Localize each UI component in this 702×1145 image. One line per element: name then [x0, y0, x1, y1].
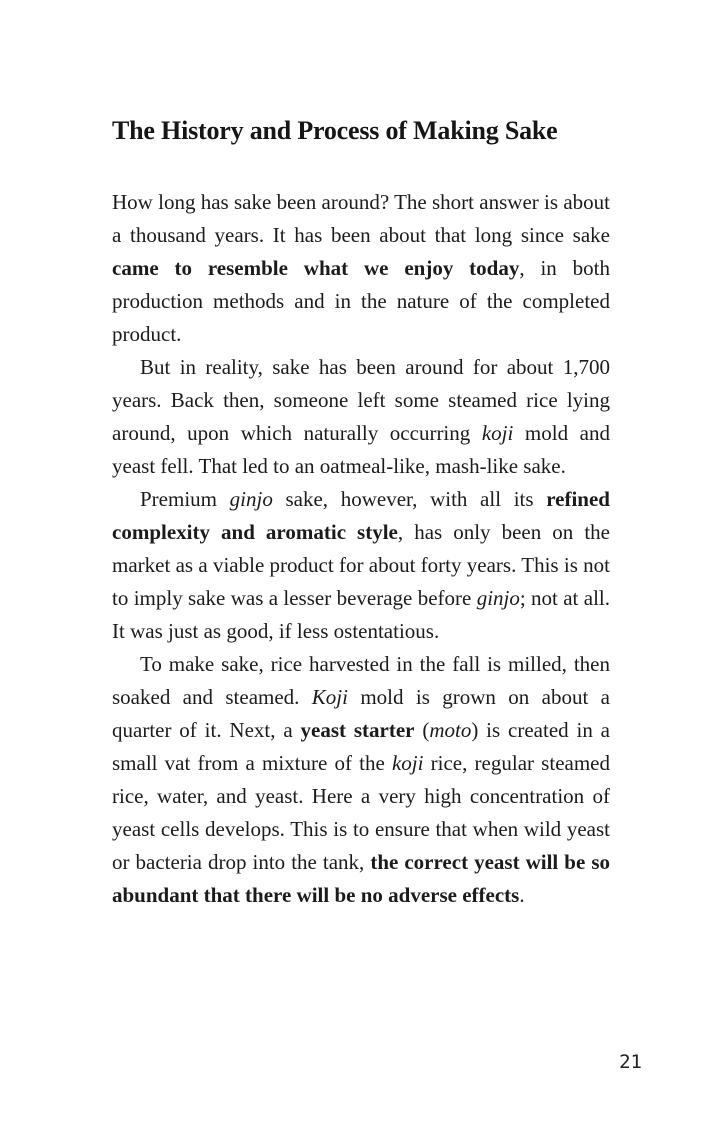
text-run-normal: ) is created in a small vat from a mixture of the — [112, 717, 610, 775]
text-run-normal: But in reality, sake has been around for about 1,700 years. Back then, someone left some steamed rice lying around, upon which naturally occurring — [112, 354, 610, 445]
text-run-normal: mold is grown on about a quarter of it. Next, a — [112, 684, 610, 742]
text-run-italic: Koji — [311, 684, 348, 709]
page-number: 21 — [619, 1051, 642, 1073]
text-run-bold: came to resemble what we enjoy today — [112, 255, 520, 280]
paragraph — [112, 186, 610, 351]
text-run-italic: ginjo — [476, 585, 520, 610]
text-run-normal: , in both production methods and in the nature of the completed product. — [112, 255, 610, 346]
paragraph — [112, 648, 610, 912]
page-title: The History and Process of Making Sake — [112, 116, 558, 145]
text-run-normal: Premium — [140, 486, 230, 511]
text-run-bold: the correct yeast will be so abundant that there will be no adverse effects — [112, 849, 610, 907]
text-run-normal: ; not at all. It was just as good, if less ostentatious. — [112, 585, 610, 643]
text-run-normal: sake, however, with all its — [272, 486, 547, 511]
text-run-normal: . — [519, 882, 525, 907]
text-run-normal: , has only been on the market as a viable product for about forty years. This is not to imply sake was a lesser beverage before — [112, 519, 610, 610]
text-run-normal: mold and yeast fell. That led to an oatmeal-like, mash-like sake. — [112, 420, 610, 478]
paragraph — [112, 351, 610, 483]
text-run-normal: How long has sake been around? The short answer is about a thousand years. It has been about that long since sake — [112, 189, 610, 247]
text-run-bold: refined complexity and aromatic style — [112, 486, 610, 544]
text-run-italic: ginjo — [229, 486, 273, 511]
text-run-italic: koji — [481, 420, 514, 445]
text-run-normal: To make sake, rice harvested in the fall is milled, then soaked and steamed. — [112, 651, 610, 709]
text-run-italic: koji — [391, 750, 424, 775]
text-run-bold: yeast starter — [300, 717, 415, 742]
text-run-normal: rice, regular steamed rice, water, and yeast. Here a very high concentration of yeast cells develops. This is to ensure that when wild yeast or bacteria drop into the tank, — [112, 750, 610, 874]
text-run-normal: ( — [414, 717, 430, 742]
paragraph — [112, 483, 610, 648]
text-run-italic: moto — [429, 717, 472, 742]
body-text — [112, 186, 610, 912]
